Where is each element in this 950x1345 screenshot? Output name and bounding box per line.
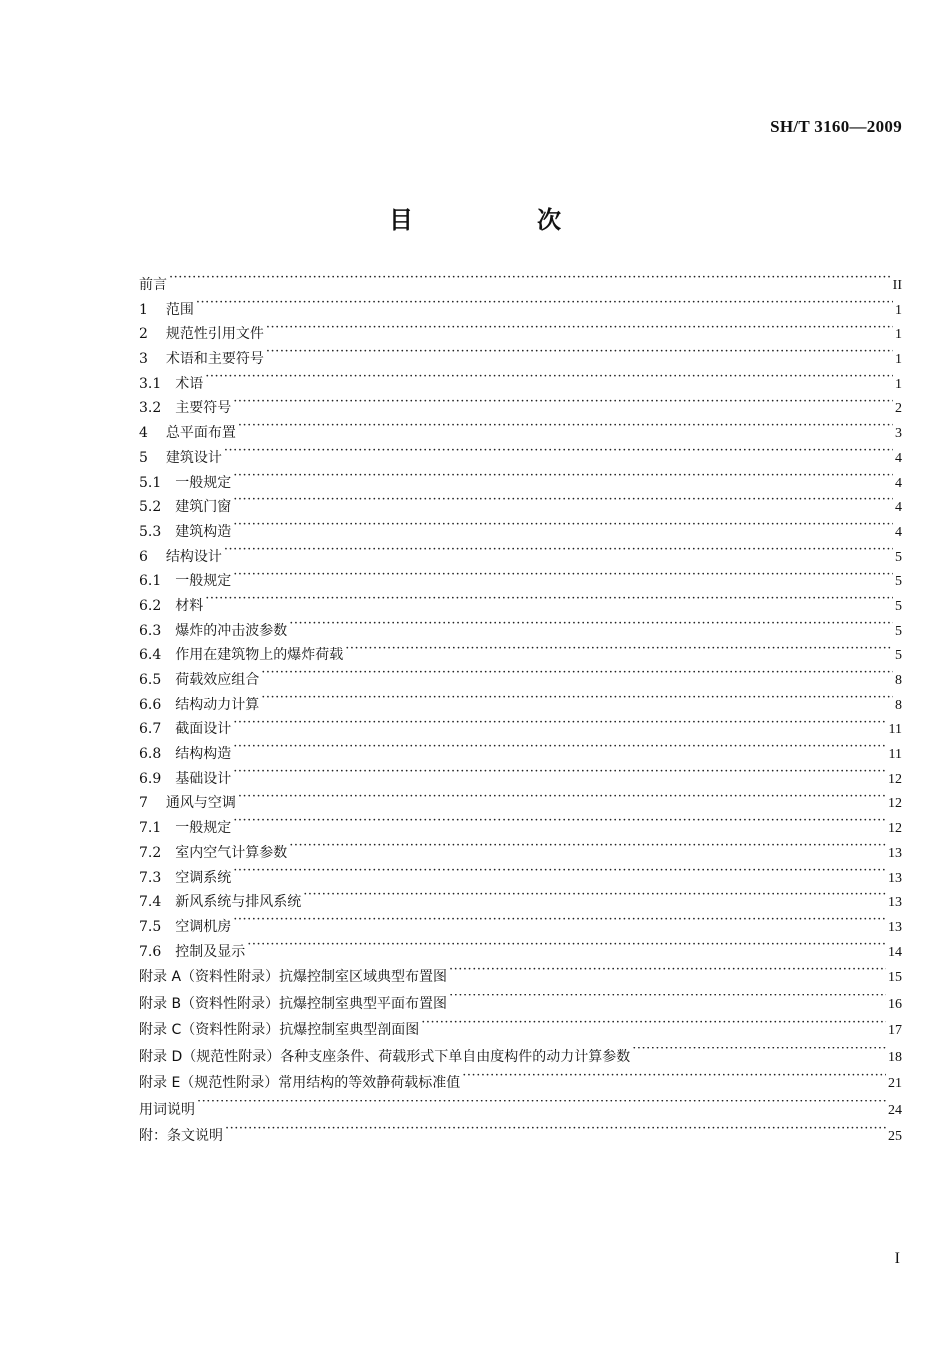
toc-entry-number: 6.6 bbox=[139, 696, 162, 713]
toc-entry-title: 范围 bbox=[165, 301, 194, 318]
toc-entry-title: 一般规定 bbox=[175, 573, 232, 590]
toc-entry-number: 7.1 bbox=[139, 820, 162, 837]
toc-entry-page: 13 bbox=[888, 895, 902, 911]
toc-entry-number: 1 bbox=[139, 301, 148, 318]
toc-entry-page: 21 bbox=[888, 1076, 902, 1092]
toc-entry-title: 爆炸的冲击波参数 bbox=[175, 622, 288, 639]
toc-entry-number: 6.4 bbox=[139, 647, 162, 664]
toc-entry-title: 附录 E（规范性附录）常用结构的等效静荷载标准值 bbox=[139, 1075, 461, 1092]
dot-leader bbox=[449, 967, 886, 981]
toc-entry-number: 7.2 bbox=[139, 844, 162, 861]
toc-entry-7-5[interactable] bbox=[139, 915, 902, 940]
toc-entry-page: 5 bbox=[895, 623, 902, 639]
dot-leader bbox=[233, 571, 893, 585]
dot-leader bbox=[205, 596, 893, 610]
toc-appendix-a[interactable] bbox=[139, 964, 902, 991]
toc-entry-page: 13 bbox=[888, 919, 902, 935]
toc-entry-number: 6.8 bbox=[139, 746, 162, 763]
toc-entry-page: 5 bbox=[895, 574, 902, 590]
toc-entry-page: 16 bbox=[888, 996, 902, 1012]
toc-entry-number: 7 bbox=[139, 795, 148, 812]
toc-entry-page: 4 bbox=[895, 500, 902, 516]
toc-entry-page: 1 bbox=[895, 352, 902, 368]
toc-entry-title: 一般规定 bbox=[175, 474, 232, 491]
toc-entry-title: 术语和主要符号 bbox=[165, 351, 264, 368]
toc-appendix-c[interactable] bbox=[139, 1017, 902, 1044]
toc-entry-title: 附录 C（资料性附录）抗爆控制室典型剖面图 bbox=[139, 1022, 420, 1039]
toc-entry-number: 4 bbox=[139, 425, 148, 442]
toc-entry-title: 通风与空调 bbox=[165, 795, 236, 812]
toc-entry-5-1[interactable] bbox=[139, 471, 902, 496]
toc-entry-5-3[interactable] bbox=[139, 520, 902, 545]
dot-leader bbox=[169, 275, 891, 289]
toc-entry-page: 1 bbox=[895, 327, 902, 343]
toc-entry-title: 空调系统 bbox=[175, 869, 232, 886]
dot-leader bbox=[224, 448, 893, 462]
toc-entry-number: 7.6 bbox=[139, 943, 162, 960]
dot-leader bbox=[225, 1126, 886, 1140]
dot-leader bbox=[233, 473, 893, 487]
toc-entry-title: 前言 bbox=[139, 277, 167, 293]
toc-entry-7-6[interactable] bbox=[139, 940, 902, 965]
toc-entry-page: 8 bbox=[895, 697, 902, 713]
toc-entry-title: 术语 bbox=[175, 375, 204, 392]
toc-entry-page: 12 bbox=[888, 821, 902, 837]
toc-entry-6[interactable] bbox=[139, 545, 902, 570]
toc-entry-title: 结构设计 bbox=[165, 548, 222, 565]
toc-entry-page: 4 bbox=[895, 450, 902, 466]
toc-entry-page: 4 bbox=[895, 475, 902, 491]
toc-entry-title: 截面设计 bbox=[175, 721, 232, 738]
toc-entry-5[interactable] bbox=[139, 446, 902, 471]
dot-leader bbox=[233, 522, 893, 536]
toc-entry-number: 7.5 bbox=[139, 918, 162, 935]
dot-leader bbox=[449, 994, 886, 1008]
dot-leader bbox=[266, 324, 893, 338]
toc-entry-number: 5.2 bbox=[139, 499, 162, 516]
standard-code: SH/T 3160—2009 bbox=[770, 117, 902, 136]
toc-entry-number: 5.3 bbox=[139, 523, 162, 540]
toc-entry-title: 主要符号 bbox=[175, 400, 232, 417]
toc-entry-page: 2 bbox=[895, 401, 902, 417]
toc-entry-page: 18 bbox=[888, 1049, 902, 1065]
toc-entry-title: 室内空气计算参数 bbox=[175, 844, 288, 861]
dot-leader bbox=[238, 423, 893, 437]
toc-entry-6-5[interactable] bbox=[139, 668, 902, 693]
toc-entry-page: 5 bbox=[895, 598, 902, 614]
toc-entry-page: 8 bbox=[895, 673, 902, 688]
page-number: I bbox=[894, 1250, 900, 1267]
toc-entry-page: 17 bbox=[888, 1023, 902, 1039]
toc-entry-6-8[interactable] bbox=[139, 742, 902, 767]
dot-leader bbox=[247, 942, 886, 956]
toc-entry-number: 6.2 bbox=[139, 597, 162, 614]
toc-entry-commentary[interactable] bbox=[139, 1123, 902, 1150]
toc-entry-title: 基础设计 bbox=[175, 770, 232, 787]
toc-entry-number: 6.7 bbox=[139, 721, 162, 738]
dot-leader bbox=[462, 1073, 886, 1087]
toc-entry-page: 24 bbox=[888, 1102, 902, 1118]
dot-leader bbox=[233, 744, 886, 758]
toc-appendix-e[interactable] bbox=[139, 1070, 902, 1097]
toc-entry-page: 1 bbox=[895, 302, 902, 318]
toc-entry-title: 建筑门窗 bbox=[175, 499, 232, 516]
toc-entry-3-2[interactable] bbox=[139, 396, 902, 421]
dot-leader bbox=[233, 818, 886, 832]
dot-leader bbox=[233, 868, 886, 882]
dot-leader bbox=[289, 621, 893, 635]
dot-leader bbox=[224, 547, 893, 561]
dot-leader bbox=[303, 892, 886, 906]
toc-entry-4[interactable] bbox=[139, 421, 902, 446]
toc-entry-6-6[interactable] bbox=[139, 693, 902, 718]
toc-entry-2[interactable] bbox=[139, 322, 902, 347]
dot-leader bbox=[233, 769, 886, 783]
toc-appendix-b[interactable] bbox=[139, 991, 902, 1018]
dot-leader bbox=[205, 374, 893, 388]
toc-entry-number: 3.2 bbox=[139, 400, 162, 417]
toc-entry-7-1[interactable] bbox=[139, 816, 902, 841]
table-of-contents bbox=[139, 273, 902, 1150]
toc-entry-title: 空调机房 bbox=[175, 918, 232, 935]
toc-entry-page: 5 bbox=[895, 648, 902, 664]
toc-entry-title: 作用在建筑物上的爆炸荷载 bbox=[175, 647, 344, 664]
toc-entry-page: 4 bbox=[895, 524, 902, 540]
toc-entry-number: 5.1 bbox=[139, 474, 162, 491]
dot-leader bbox=[233, 917, 886, 931]
toc-entry-page: 13 bbox=[888, 845, 902, 861]
dot-leader bbox=[345, 645, 893, 659]
toc-appendix-d[interactable] bbox=[139, 1044, 902, 1071]
toc-entry-page: 5 bbox=[895, 549, 902, 565]
toc-entry-6-1[interactable] bbox=[139, 569, 902, 594]
toc-entry-title: 用词说明 bbox=[139, 1101, 195, 1118]
toc-entry-title: 材料 bbox=[175, 597, 204, 614]
toc-entry-5-2[interactable] bbox=[139, 495, 902, 520]
dot-leader bbox=[632, 1047, 886, 1061]
toc-title: 目 次 bbox=[389, 206, 611, 234]
toc-entry-title: 荷载效应组合 bbox=[175, 672, 260, 688]
toc-entry-title: 附录 A（资料性附录）抗爆控制室区域典型布置图 bbox=[139, 969, 448, 986]
toc-entry-number: 6.3 bbox=[139, 622, 162, 639]
toc-entry-title: 规范性引用文件 bbox=[165, 326, 264, 343]
toc-entry-page: 11 bbox=[888, 722, 902, 738]
toc-entry-page: 11 bbox=[888, 747, 902, 763]
toc-entry-number: 6 bbox=[139, 548, 148, 565]
dot-leader bbox=[238, 793, 886, 807]
dot-leader bbox=[266, 349, 893, 363]
toc-entry-page: 15 bbox=[888, 970, 902, 986]
toc-entry-title: 结构构造 bbox=[175, 746, 232, 763]
toc-entry-6-9[interactable] bbox=[139, 767, 902, 792]
toc-entry-page: 13 bbox=[888, 870, 902, 886]
toc-entry-title: 附：条文说明 bbox=[139, 1128, 223, 1145]
toc-entry-number: 3.1 bbox=[139, 375, 162, 392]
toc-entry-number: 6.5 bbox=[139, 672, 162, 688]
toc-entry-title: 结构动力计算 bbox=[175, 696, 260, 713]
toc-entry-page: 25 bbox=[888, 1129, 902, 1145]
dot-leader bbox=[233, 497, 893, 511]
toc-entry-title: 新风系统与排风系统 bbox=[175, 894, 302, 911]
toc-entry-6-7[interactable] bbox=[139, 717, 902, 742]
dot-leader bbox=[196, 300, 893, 314]
toc-entry-number: 2 bbox=[139, 326, 148, 343]
toc-entry-title: 附录 D（规范性附录）各种支座条件、荷载形式下单自由度构件的动力计算参数 bbox=[139, 1048, 631, 1065]
toc-entry-6-4[interactable] bbox=[139, 643, 902, 668]
toc-entry-3-1[interactable] bbox=[139, 372, 902, 397]
dot-leader bbox=[261, 670, 893, 684]
toc-entry-7[interactable] bbox=[139, 791, 902, 816]
toc-entry-page: II bbox=[892, 278, 902, 293]
dot-leader bbox=[289, 843, 886, 857]
dot-leader bbox=[421, 1020, 886, 1034]
dot-leader bbox=[197, 1100, 886, 1114]
toc-entry-number: 3 bbox=[139, 351, 148, 368]
toc-entry-number: 6.1 bbox=[139, 573, 162, 590]
toc-entry-page: 3 bbox=[895, 426, 902, 442]
toc-entry-number: 5 bbox=[139, 449, 148, 466]
dot-leader bbox=[261, 695, 893, 709]
toc-entry-1[interactable] bbox=[139, 298, 902, 323]
dot-leader bbox=[233, 398, 893, 412]
toc-entry-7-2[interactable] bbox=[139, 841, 902, 866]
toc-entry-number: 7.3 bbox=[139, 869, 162, 886]
toc-entry-page: 12 bbox=[888, 771, 902, 787]
toc-entry-6-2[interactable] bbox=[139, 594, 902, 619]
toc-entry-page: 12 bbox=[888, 796, 902, 812]
toc-entry-title: 总平面布置 bbox=[165, 425, 236, 442]
toc-entry-7-4[interactable] bbox=[139, 890, 902, 915]
toc-entry-terminology[interactable] bbox=[139, 1097, 902, 1124]
toc-entry-6-3[interactable] bbox=[139, 619, 902, 644]
toc-entry-number: 6.9 bbox=[139, 770, 162, 787]
toc-entry-7-3[interactable] bbox=[139, 866, 902, 891]
toc-entry-page: 1 bbox=[895, 376, 902, 392]
toc-entry-number: 7.4 bbox=[139, 894, 162, 911]
toc-entry-foreword[interactable] bbox=[139, 273, 902, 298]
toc-entry-title: 附录 B（资料性附录）抗爆控制室典型平面布置图 bbox=[139, 995, 448, 1012]
toc-entry-page: 14 bbox=[888, 944, 902, 960]
toc-entry-title: 一般规定 bbox=[175, 820, 232, 837]
toc-entry-title: 控制及显示 bbox=[175, 943, 246, 960]
toc-entry-title: 建筑设计 bbox=[165, 449, 222, 466]
dot-leader bbox=[233, 719, 886, 733]
toc-entry-3[interactable] bbox=[139, 347, 902, 372]
toc-entry-title: 建筑构造 bbox=[175, 523, 232, 540]
